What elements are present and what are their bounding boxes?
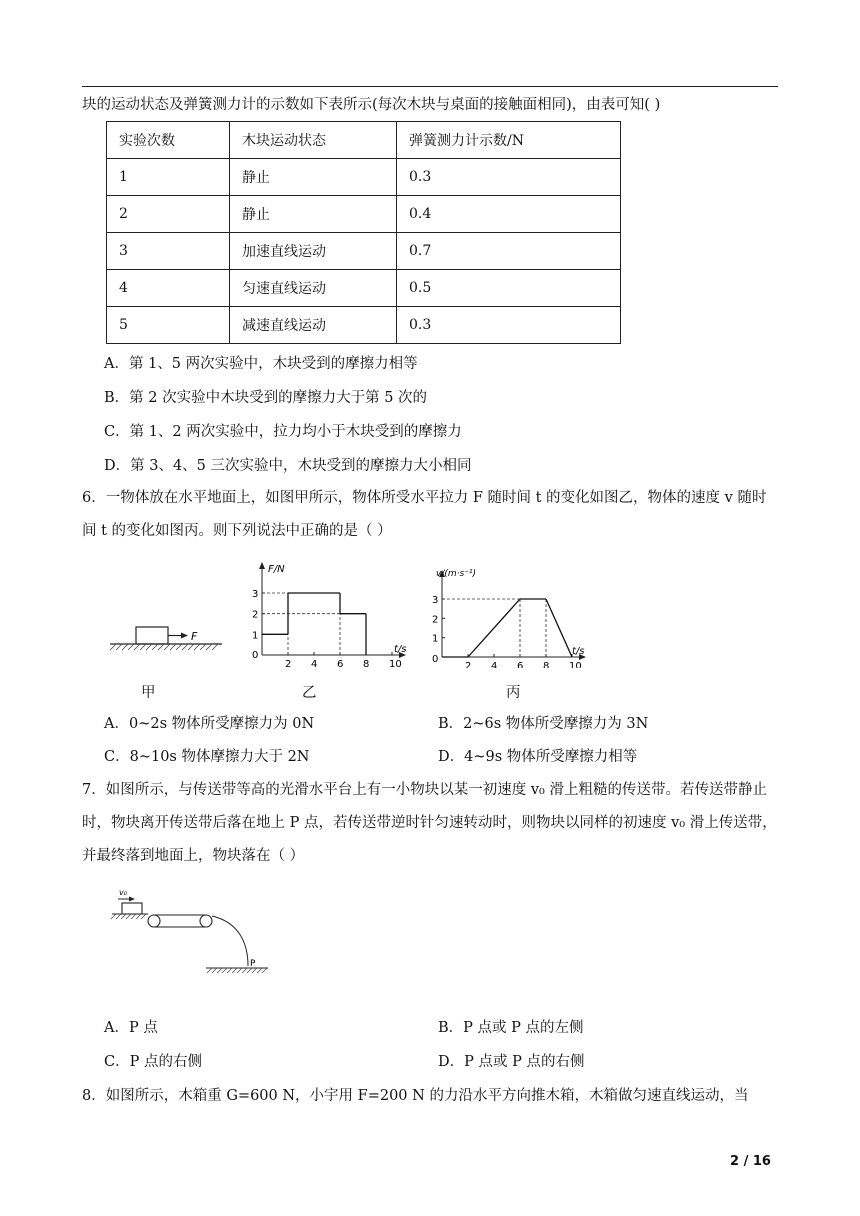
x-tick-label: 2 [465,661,472,668]
q7-option-d: D．P 点或 P 点的右侧 [438,1054,585,1070]
q7-stem: 7．如图所示，与传送带等高的光滑水平台上有一小物块以某一初速度 v₀ 滑上粗糙的传送带。若传送带静止时，物块离开传送带后落在地上 P 点，若传送带逆时针匀速转动时，则物块以同样的初速度 v₀ 滑上传送带，并最终落到地面上，物块落在（ ） [82,782,777,864]
table-cell: 2 [107,196,230,233]
x-tick-label: 6 [337,659,344,668]
table-cell: 减速直线运动 [230,307,397,344]
table-row [107,196,621,233]
y-axis-label: v/(m·s⁻¹) [436,569,477,579]
q7-option-a: A．P 点 [104,1020,158,1036]
q8-stem: 8．如图所示，木箱重 G=600 N，小宇用 F=200 N 的力沿水平方向推木箱，木箱做匀速直线运动，当 [82,1088,749,1104]
header-rule [82,86,778,87]
block [122,903,142,914]
q5-option-a: A．第 1、5 两次实验中，木块受到的摩擦力相等 [104,356,418,372]
q7-option-c: C．P 点的右侧 [104,1054,202,1070]
table-cell: 0.3 [397,307,621,344]
q5-option-c: C．第 1、2 两次实验中，拉力均小于木块受到的摩擦力 [104,424,462,440]
y-tick-label: 1 [432,633,439,645]
q6-option-b: B．2~6s 物体所受摩擦力为 3N [438,716,649,732]
table-header: 弹簧测力计示数/N [397,122,621,159]
table-cell: 1 [107,159,230,196]
table-row [107,270,621,307]
figure-jia-caption: 甲 [141,685,156,701]
y-tick-label: 1 [252,630,259,642]
origin-label: 0 [432,654,439,665]
x-tick-label: 10 [389,659,402,668]
series-segment [468,599,520,657]
table-cell: 0.5 [397,270,621,307]
table-header: 实验次数 [107,122,230,159]
v0-label: v₀ [119,888,127,897]
x-tick-label: 8 [363,659,370,668]
q5-option-b: B．第 2 次实验中木块受到的摩擦力大于第 5 次的 [104,390,428,406]
y-tick-label: 3 [432,595,439,606]
q5-option-d: D．第 3、4、5 三次实验中，木块受到的摩擦力大小相同 [104,458,472,474]
table-row [107,233,621,270]
table-row [107,307,621,344]
series-segment [546,599,572,657]
trajectory [212,916,248,966]
experiment-table [106,121,621,344]
page-number: 2 / 16 [730,1154,771,1169]
x-tick-label: 10 [569,661,582,668]
x-axis-label: t/s [572,646,585,657]
ground-hatch [207,968,267,973]
figure-bing-caption: 丙 [506,685,521,701]
platform-hatch [111,914,146,919]
left-roller [148,915,160,927]
figure-jia [108,612,226,662]
q6-option-d: D．4~9s 物体所受摩擦力相等 [438,749,638,765]
table-cell: 加速直线运动 [230,233,397,270]
y-tick-label: 3 [252,589,259,600]
table-cell: 5 [107,307,230,344]
table-cell: 0.7 [397,233,621,270]
x-tick-label: 4 [311,659,318,668]
figure-bing-chart [428,566,598,668]
table-row [107,159,621,196]
q6-option-c: C．8~10s 物体摩擦力大于 2N [104,749,310,765]
x-tick-label: 4 [491,661,498,668]
figure-conveyor [108,886,278,982]
table-cell: 静止 [230,159,397,196]
table-cell: 0.3 [397,159,621,196]
origin-label: 0 [252,650,259,661]
x-tick-label: 6 [517,661,524,668]
table-cell: 0.4 [397,196,621,233]
x-tick-label: 2 [285,659,292,668]
x-axis-label: t/s [394,644,407,655]
figure-yi-caption: 乙 [302,685,317,701]
q7-option-b: B．P 点或 P 点的左侧 [438,1020,584,1036]
table-cell: 4 [107,270,230,307]
y-tick-label: 2 [252,609,259,621]
figure-yi-chart [244,560,414,668]
force-label: F [191,630,198,643]
q5-stem: 块的运动状态及弹簧测力计的示数如下表所示(每次木块与桌面的接触面相同)，由表可知( ) [82,97,661,113]
ground-hatch [110,644,218,650]
x-tick-label: 8 [543,661,550,668]
table-cell: 静止 [230,196,397,233]
table-header: 木块运动状态 [230,122,397,159]
y-tick-label: 2 [432,614,439,626]
q6-stem: 6．一物体放在水平地面上，如图甲所示，物体所受水平拉力 F 随时间 t 的变化如图乙，物体的速度 v 随时间 t 的变化如图丙。则下列说法中正确的是（ ） [82,490,767,539]
y-axis-label: F/N [268,564,285,575]
table-header-row [107,122,621,159]
right-roller [200,915,212,927]
p-label: P [250,959,256,969]
table-cell: 3 [107,233,230,270]
table-cell: 匀速直线运动 [230,270,397,307]
q6-option-a: A．0~2s 物体所受摩擦力为 0N [104,716,315,732]
